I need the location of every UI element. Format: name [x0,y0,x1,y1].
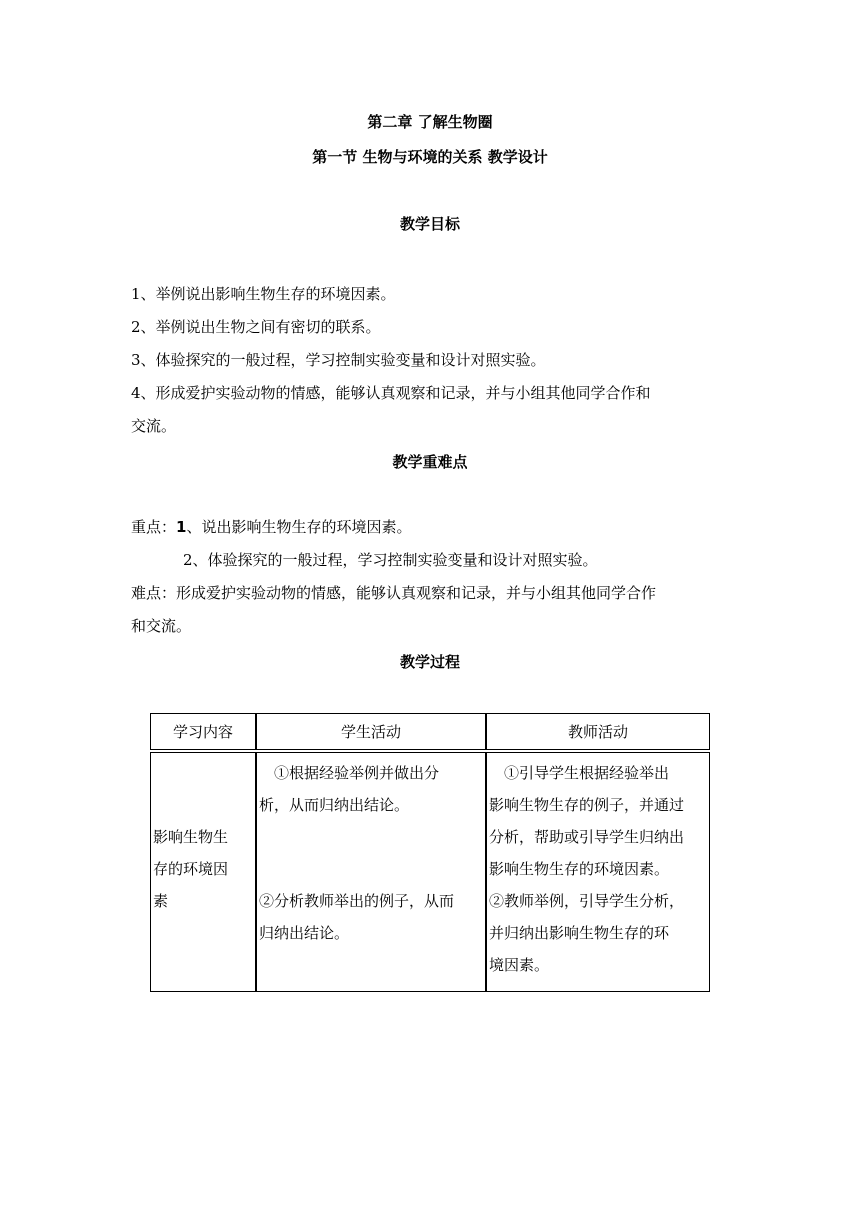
objective-item: 交流。 [131,417,177,435]
cell-line: 析，从而归纳出结论。 [259,796,410,814]
table-cell-student [256,752,486,992]
cell-line: 影响生物生存的环境因素。 [489,860,670,878]
section-title: 第一节 生物与环境的关系 教学设计 [312,148,548,166]
objective-item: 4、形成爱护实验动物的情感，能够认真观察和记录，并与小组其他同学合作和 [131,384,651,402]
cell-line: ①引导学生根据经验举出 [489,764,670,782]
key-points-heading: 教学重难点 [392,453,468,471]
cell-line: ①根据经验举例并做出分 [259,764,440,782]
key-point-line-1 [131,516,731,537]
cell-line: 分析，帮助或引导学生归纳出 [489,828,685,846]
difficulty-line-2: 和交流。 [131,617,192,635]
table-header-cell: 学生活动 [256,713,486,750]
cell-line: 并归纳出影响生物生存的环 [489,924,670,942]
cell-line: 境因素。 [489,956,550,974]
table-cell-teacher [486,752,710,992]
objectives-heading: 教学目标 [399,215,460,233]
cell-line: 归纳出结论。 [259,924,350,942]
cell-line [259,853,454,885]
table-cell-content [150,752,256,992]
cell-line: 存的环境因 [153,860,229,878]
objective-item: 2、举例说出生物之间有密切的联系。 [131,318,381,336]
cell-line: 影响生物生存的例子，并通过 [489,796,685,814]
cell-line: ②分析教师举出的例子，从而 [259,892,455,910]
process-heading: 教学过程 [399,653,460,671]
cell-line [259,821,454,853]
objective-item: 1、举例说出影响生物生存的环境因素。 [131,285,396,303]
key-label: 重点： [131,518,177,536]
chapter-title: 第二章 了解生物圈 [367,113,493,131]
cell-line: 素 [153,892,169,910]
table-header-cell: 学习内容 [150,713,256,750]
objective-item: 3、体验探究的一般过程，学习控制实验变量和设计对照实验。 [131,351,546,369]
difficulty-line-1: 难点：形成爱护实验动物的情感，能够认真观察和记录，并与小组其他同学合作 [131,584,657,602]
cell-line: 影响生物生 [153,828,229,846]
cell-line: ②教师举例，引导学生分析， [489,892,685,910]
key-item-number: 1 [176,518,187,536]
table-header-cell: 教师活动 [486,713,710,750]
key-point-line-2: 2、体验探究的一般过程，学习控制实验变量和设计对照实验。 [183,551,598,569]
key-item-text: 、说出影响生物生存的环境因素。 [186,518,412,536]
